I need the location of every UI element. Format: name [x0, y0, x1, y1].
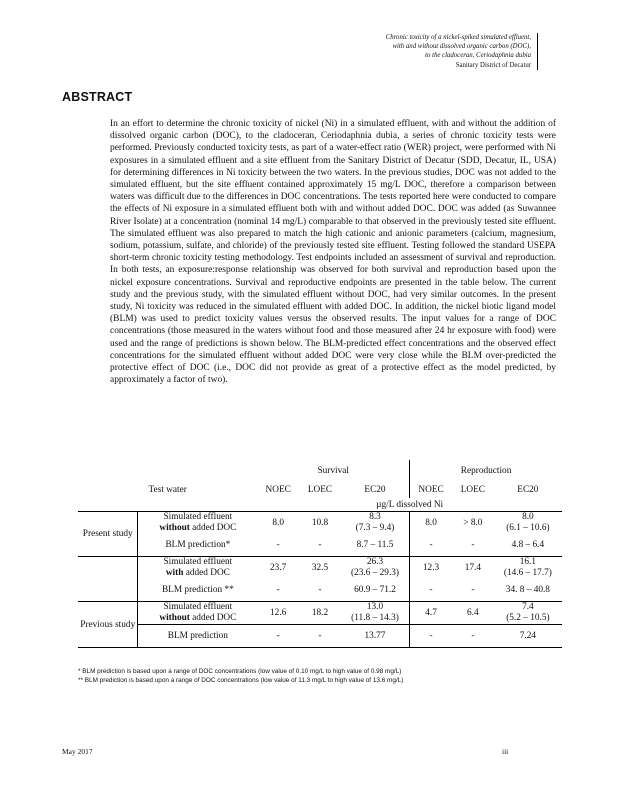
test-water-cell: Simulated effluent without added DOC	[138, 512, 257, 535]
reproduction-loec-cell: -	[452, 534, 494, 557]
survival-noec-cell: -	[257, 579, 299, 602]
survival-noec-cell: -	[257, 534, 299, 557]
reproduction-group-header: Reproduction	[410, 460, 562, 481]
survival-ec20-cell: 26.3 (23.6 – 29.3)	[350, 557, 400, 578]
table-row	[78, 512, 562, 535]
table-row	[78, 625, 562, 648]
survival-ec20-cell: 13.77	[341, 625, 410, 648]
test-water-cell: BLM prediction **	[138, 579, 257, 602]
header-line-2: with and without dissolved organic carbon (DOC),	[392, 43, 531, 50]
reproduction-noec-cell: -	[410, 534, 452, 557]
reproduction-ec20-cell: 34. 8 – 40.8	[494, 579, 562, 602]
table-row	[78, 557, 562, 580]
table-row	[78, 602, 562, 625]
reproduction-noec-cell: 8.0	[410, 512, 452, 535]
survival-loec-cell: 10.8	[311, 517, 329, 528]
units-header: µg/L dissolved Ni	[257, 498, 562, 512]
table-row	[78, 579, 562, 602]
header-organization: Sanitary District of Decatur	[455, 62, 531, 69]
survival-loec-header: LOEC	[307, 484, 333, 495]
group-label-previous: Previous study	[78, 602, 138, 648]
group-label-present: Present study	[78, 512, 138, 557]
survival-noec-cell: 12.6	[257, 602, 299, 625]
test-water-cell: Simulated effluent with added DOC	[138, 557, 257, 580]
page-number: iii	[502, 747, 509, 756]
table-row	[78, 534, 562, 557]
reproduction-ec20-cell: 4.8 – 6.4	[494, 534, 562, 557]
reproduction-noec-cell: -	[410, 625, 452, 648]
footnote-1: * BLM prediction is based upon a range of DOC concentrations (low value of 0.10 mg/L to high value of 0.98 mg/L)	[78, 668, 402, 675]
header-line-3: to the cladoceran, Ceriodaphnia dubia	[425, 52, 531, 59]
reproduction-loec-cell: 6.4	[452, 602, 494, 625]
reproduction-loec-cell: > 8.0	[463, 517, 483, 528]
survival-loec-cell: -	[299, 625, 341, 648]
footer-date: May 2017	[62, 747, 93, 756]
survival-noec-cell: -	[257, 625, 299, 648]
reproduction-noec-cell: 4.7	[410, 602, 452, 625]
results-table	[78, 460, 562, 648]
survival-group-header: Survival	[317, 465, 349, 476]
survival-noec-cell: 8.0	[272, 517, 284, 528]
running-header	[311, 33, 538, 70]
abstract-paragraph: In an effort to determine the chronic toxicity of nickel (Ni) in a simulated effluent, with and without the addition of dissolved organic carbon (DOC), to the cladoceran, Ceriodaphnia dubia, a series of chronic toxicity tests were performed. Previously conducted toxicity tests, as part of a water-effect ratio (WER) project, were performed with Ni exposures in a simulated effluent and a site effluent from the Sanitary District of Decatur (SDD, Decatur, IL, USA) for determining differences in Ni toxicity between the two waters. In the previous studies, DOC was not added to the simulated effluent, but the site effluent contained approximately 15 mg/L DOC, therefore a comparison between waters was difficult due to the differences in DOC concentrations. The tests reported here were conducted to compare the effects of Ni exposure in a simulated effluent both with and without added DOC. DOC was added (as Suwannee River Isolate) at a concentration (nominal 14 mg/L) comparable to that observed in the previously tested site effluent. The simulated effluent was also prepared to match the high cationic and anionic parameters (calcium, magnesium, sodium, potassium, sulfate, and chloride) of the previously tested site effluent. Testing followed the standard USEPA short-term chronic toxicity testing methodology. Test endpoints included an assessment of survival and reproduction. In both tests, an exposure:response relationship was observed for both survival and reproduction based upon the nickel exposure concentrations. Survival and reproductive endpoints are presented in the table below. The current study and the previous study, with the simulated effluent without DOC, had very similar outcomes. In the present study, Ni toxicity was reduced in the simulated effluent with added DOC. In addition, the nickel biotic ligand model (BLM) was used to predict toxicity values versus the observed results. The input values for a range of DOC concentrations (those measured in the waters without food and those measured after 24 hr exposure with food) were used and the range of predictions is shown below. The BLM-predicted effect concentrations and the observed effect concentrations for the simulated effluent without added DOC were very close while the BLM over-predicted the protective effect of DOC (i.e., DOC did not provide as great of a protective effect as the model predicted, by approximately a factor of two).	[110, 119, 556, 386]
test-water-cell: BLM prediction*	[138, 534, 257, 557]
reproduction-noec-header: NOEC	[410, 481, 452, 498]
survival-noec-header: NOEC	[265, 484, 291, 495]
reproduction-loec-header: LOEC	[460, 484, 485, 495]
abstract-body	[110, 118, 556, 386]
reproduction-loec-cell: -	[452, 579, 494, 602]
survival-loec-cell: -	[299, 579, 341, 602]
footnote-2: ** BLM prediction is based upon a range of DOC concentrations (low value of 11.3 mg/L to high value of 13.6 mg/L)	[78, 676, 404, 684]
survival-loec-cell: 32.5	[311, 562, 329, 573]
test-water-cell: Simulated effluent without added DOC	[138, 602, 257, 625]
table-footnotes	[78, 668, 403, 685]
survival-ec20-cell: 13.0 (11.8 – 14.3)	[341, 602, 410, 625]
reproduction-ec20-cell: 7.4 (5.2 – 10.5)	[494, 602, 562, 625]
reproduction-ec20-cell: 16.1 (14.6 – 17.7)	[503, 557, 552, 578]
reproduction-noec-cell: 12.3	[410, 557, 452, 580]
reproduction-ec20-cell: 7.24	[494, 625, 562, 648]
abstract-heading: ABSTRACT	[62, 90, 133, 104]
reproduction-loec-cell: 17.4	[464, 562, 481, 573]
test-water-cell: BLM prediction	[138, 625, 257, 648]
survival-ec20-cell: 60.9 – 71.2	[341, 579, 410, 602]
reproduction-ec20-header: EC20	[517, 484, 539, 495]
reproduction-ec20-cell: 8.0 (6.1 – 10.6)	[506, 512, 550, 533]
survival-ec20-header: EC20	[364, 484, 386, 495]
reproduction-noec-cell: -	[410, 579, 452, 602]
test-water-header: Test water	[148, 484, 187, 495]
survival-ec20-cell: 8.7 – 11.5	[341, 534, 410, 557]
survival-noec-cell: 23.7	[270, 562, 287, 573]
survival-loec-cell: 18.2	[299, 602, 341, 625]
survival-loec-cell: -	[299, 534, 341, 557]
survival-ec20-cell: 8.3 (7.3 – 9.4)	[355, 512, 395, 533]
reproduction-loec-cell: -	[452, 625, 494, 648]
header-line-1: Chronic toxicity of a nickel-spiked simulated effluent,	[385, 34, 531, 41]
